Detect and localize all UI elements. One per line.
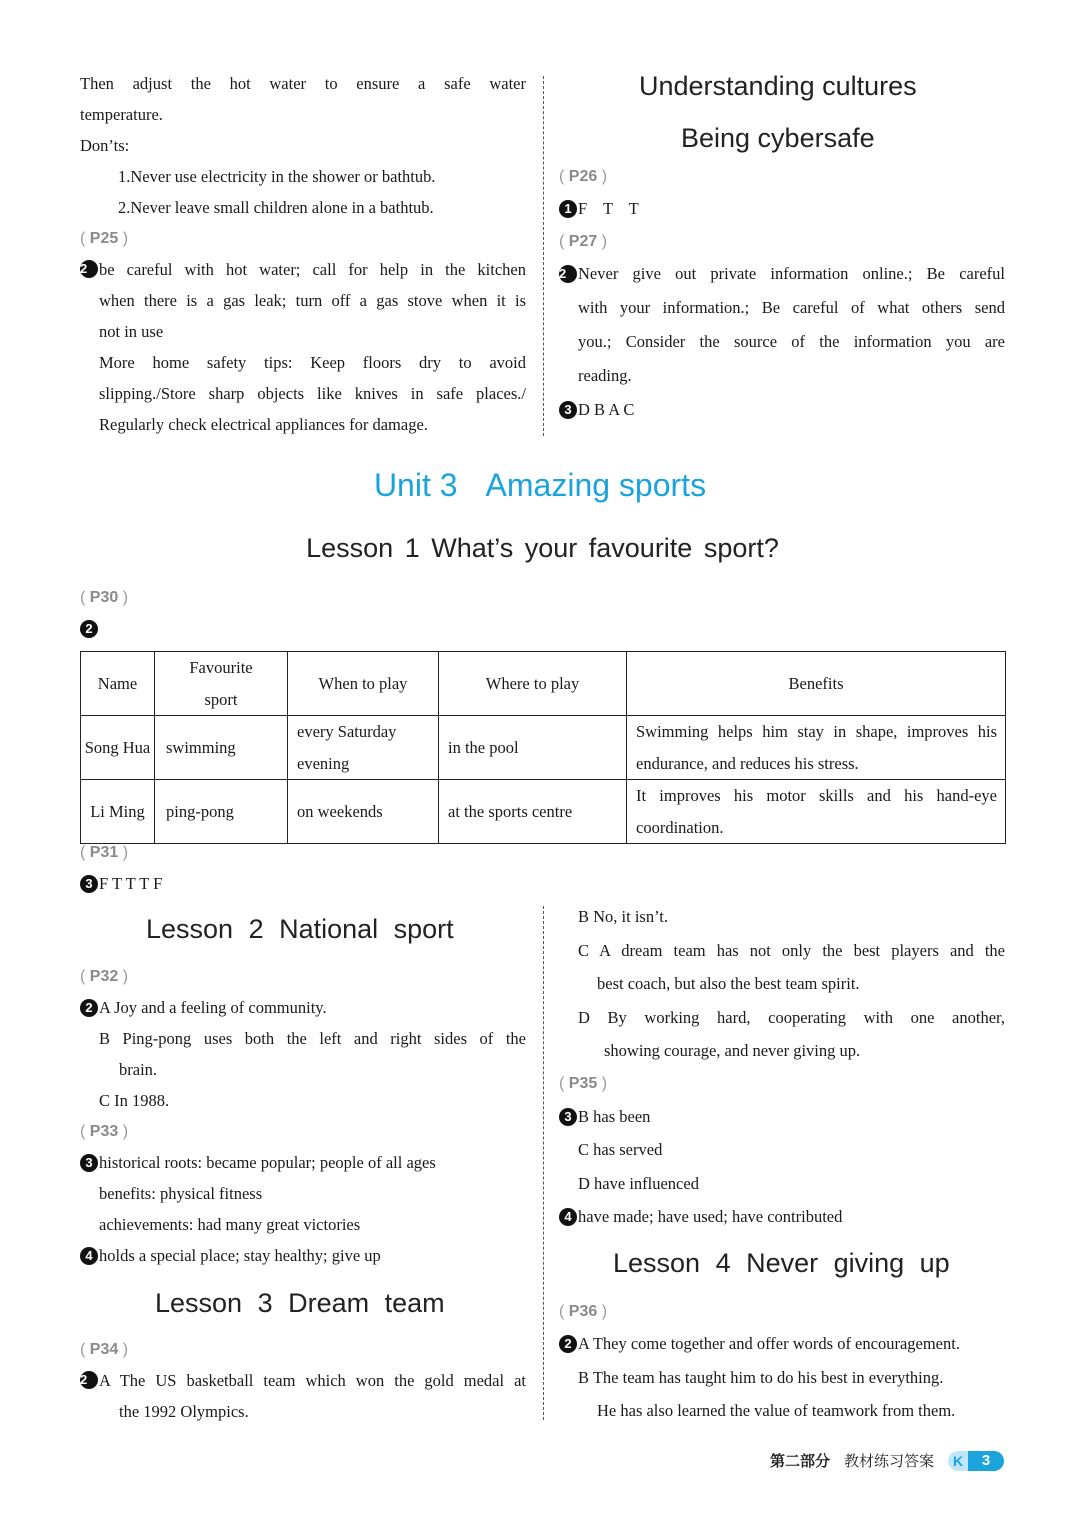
- answer-line: B The team has taught him to do his best in everything.: [578, 1367, 944, 1387]
- table-header-row: [81, 652, 1006, 716]
- answer-line: not in use: [99, 322, 164, 341]
- answer-line: B Ping-pong uses both the left and right sides of the: [99, 1029, 526, 1048]
- answer-line: 2 A The US basketball team which won the gold medal at: [80, 1371, 526, 1390]
- answer-line: C In 1988.: [99, 1091, 170, 1110]
- page-number-badge: [948, 1451, 1004, 1471]
- lesson-1-p31: [80, 837, 162, 899]
- donts-label: Don’ts:: [80, 136, 130, 155]
- top-right-column: [559, 161, 1005, 427]
- badge-letter: K: [948, 1451, 968, 1471]
- answer-line: when there is a gas leak; turn off a gas stove when it is: [99, 291, 526, 310]
- table-cell: Swimming helps him stay in shape, improves his endurance, and reduces his stress.: [627, 716, 1006, 780]
- question-number-badge: 2: [559, 265, 577, 283]
- table-cell: at the sports centre: [439, 780, 627, 844]
- question-number-badge: 3: [559, 401, 577, 419]
- table-cell: It improves his motor skills and his hand-eye coordination.: [627, 780, 1006, 844]
- answer-line: the 1992 Olympics.: [119, 1402, 249, 1421]
- table-cell: Li Ming: [81, 780, 155, 844]
- question-number-badge: 2: [80, 999, 98, 1017]
- answer-line: 2 Never give out private information online.; Be careful: [559, 264, 1005, 283]
- column-header: Favourite sport: [155, 652, 288, 716]
- answer-line: 2 A They come together and offer words of encouragement.: [559, 1327, 1005, 1361]
- answer-line: 3 F T T T F: [80, 868, 162, 899]
- column-header: Benefits: [627, 652, 1006, 716]
- intro-line: temperature.: [80, 105, 163, 124]
- answer-line: 3 B has been: [559, 1100, 1005, 1134]
- answer-line: slipping./Store sharp objects like knives in safe places./: [99, 384, 526, 403]
- column-header: When to play: [288, 652, 439, 716]
- page-ref-p36: ( P36 ): [559, 1303, 608, 1320]
- page-ref-p34: ( P34 ): [80, 1341, 129, 1358]
- answer-line: D By working hard, cooperating with one another,: [578, 1007, 1005, 1027]
- column-header: Where to play: [439, 652, 627, 716]
- unit-name: Amazing sports: [485, 467, 707, 503]
- answer-line: achievements: had many great victories: [99, 1215, 361, 1234]
- favourite-sport-table: [80, 651, 1006, 844]
- table-cell: on weekends: [288, 780, 439, 844]
- question-number-badge: 2: [80, 260, 98, 278]
- lesson-3-title: Lesson 3 Dream team: [155, 1288, 445, 1318]
- footer-part-label: 第二部分: [769, 1452, 830, 1470]
- answer-line: showing courage, and never giving up.: [604, 1041, 861, 1060]
- answer-line: More home safety tips: Keep floors dry to avoid: [99, 353, 526, 372]
- lesson-3-continued: [559, 900, 1005, 1234]
- dont-item: 1.Never use electricity in the shower or bathtub.: [118, 167, 436, 186]
- column-divider: [543, 76, 544, 436]
- footer-section-label: 教材练习答案: [843, 1452, 934, 1470]
- dont-item: 2.Never leave small children alone in a bathtub.: [118, 198, 434, 217]
- section-heading: Being cybersafe: [681, 123, 875, 153]
- table-row: [81, 780, 1006, 844]
- section-heading: Understanding cultures: [639, 71, 917, 101]
- question-number-badge: 3: [80, 875, 98, 893]
- question-number-badge: 2: [80, 1371, 98, 1389]
- unit-number: Unit 3: [373, 467, 458, 503]
- answer-line: He has also learned the value of teamwork from them.: [597, 1401, 956, 1420]
- question-number-badge: 2: [559, 1335, 577, 1353]
- page-ref-p30: ( P30 ): [80, 589, 129, 606]
- answer-line: C A dream team has not only the best players and the: [578, 940, 1005, 960]
- question-number-badge: 1: [559, 200, 577, 218]
- page-ref-p35: ( P35 ): [559, 1074, 608, 1092]
- page-footer: [770, 1450, 1004, 1471]
- question-number-badge: 3: [559, 1108, 577, 1126]
- question-number-badge: 2: [80, 620, 98, 638]
- lesson-3-body: [80, 1334, 526, 1427]
- answer-line: 4 have made; have used; have contributed: [559, 1200, 1005, 1234]
- answer-line: 1 F T T: [559, 192, 1005, 226]
- page-ref-p27: ( P27 ): [559, 233, 608, 250]
- page-ref-p33: ( P33 ): [80, 1123, 129, 1140]
- lesson-4-body: [559, 1296, 1005, 1428]
- answer-line: Regularly check electrical appliances for damage.: [99, 415, 428, 434]
- page-ref-p31: ( P31 ): [80, 844, 129, 861]
- lesson-2-title: Lesson 2 National sport: [146, 914, 454, 944]
- answer-line: 2 A Joy and a feeling of community.: [80, 992, 526, 1023]
- answer-line: 3 D B A C: [559, 393, 1005, 427]
- table-cell: swimming: [155, 716, 288, 780]
- answer-line: 3 historical roots: became popular; people of all ages: [80, 1147, 526, 1178]
- answer-line: reading.: [578, 366, 632, 385]
- answer-line: best coach, but also the best team spirit.: [597, 974, 860, 993]
- answer-line: C has served: [578, 1140, 663, 1159]
- answer-line: 2 be careful with hot water; call for help in the kitchen: [80, 260, 526, 279]
- page-ref-p26: ( P26 ): [559, 168, 608, 185]
- question-number-badge: 3: [80, 1154, 98, 1172]
- page-ref-p32: ( P32 ): [80, 968, 129, 985]
- lesson-1-refs: [80, 582, 128, 645]
- answer-line: D have influenced: [578, 1173, 699, 1193]
- question-number-badge: 4: [80, 1247, 98, 1265]
- answer-line: you.; Consider the source of the information you are: [578, 332, 1005, 351]
- page-ref-p25: ( P25 ): [80, 230, 129, 247]
- question-number-badge: 4: [559, 1208, 577, 1226]
- answer-line: B No, it isn’t.: [578, 907, 669, 926]
- intro-line: Then adjust the hot water to ensure a safe water: [80, 74, 526, 93]
- lesson-1-title: Lesson 1 What’s your favourite sport?: [306, 533, 779, 563]
- table-cell: every Saturday evening: [288, 716, 439, 780]
- top-left-column: [80, 68, 526, 440]
- page-number: 3: [968, 1451, 1004, 1471]
- lesson-2-body: [80, 961, 526, 1271]
- answer-line: brain.: [119, 1060, 158, 1079]
- table-row: [81, 716, 1006, 780]
- column-divider: [543, 906, 544, 1420]
- table-cell: ping-pong: [155, 780, 288, 844]
- table-cell: in the pool: [439, 716, 627, 780]
- answer-line: 4 holds a special place; stay healthy; give up: [80, 1240, 526, 1271]
- lesson-4-title: Lesson 4 Never giving up: [613, 1248, 950, 1278]
- answer-line: with your information.; Be careful of what others send: [578, 298, 1005, 317]
- answer-line: benefits: physical fitness: [99, 1184, 263, 1203]
- unit-title: [0, 467, 1080, 504]
- table-cell: Song Hua: [81, 716, 155, 780]
- column-header: Name: [81, 652, 155, 716]
